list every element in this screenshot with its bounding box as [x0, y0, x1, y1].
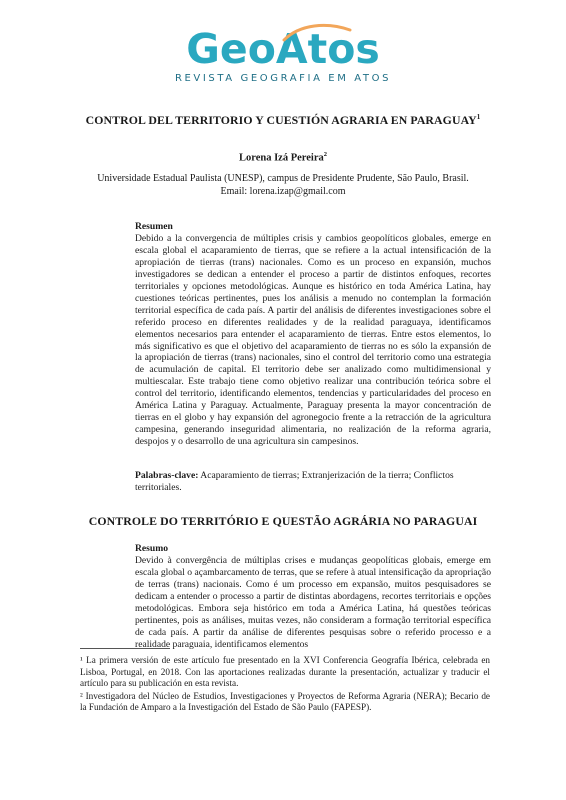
- logo-main-text: GeoAtos: [186, 25, 380, 73]
- abstract-spanish: [135, 221, 491, 448]
- abstract-heading: Resumen: [135, 221, 173, 232]
- author-email[interactable]: Email: lorena.izap@gmail.com: [220, 186, 346, 198]
- abstract-portuguese: [135, 543, 491, 651]
- author-footnote-ref[interactable]: 2: [323, 151, 327, 158]
- article-title-text: CONTROL DEL TERRITORIO Y CUESTIÓN AGRARIA EN PARAGUAY: [85, 112, 477, 127]
- author-name-text: Lorena Izá Pereira: [238, 152, 324, 164]
- footnote-1: ¹ La primera versión de este artículo fue presentado en la XVI Conferencia Geografía Ibérica, celebrada en Lisboa, Portugal, en 2018. Con las aportaciones realizadas durante la presentación, actualizar y traducir el artículo para su publicación en esta revista.: [80, 655, 490, 689]
- author-affiliation: [60, 172, 506, 199]
- footnotes: [80, 655, 490, 715]
- footnote-divider: [80, 648, 170, 649]
- logo-wordmark: [186, 26, 380, 72]
- abstract-body: Debido a la convergencia de múltiples crisis y cambios geopolíticos globales, emerge en escala global el acaparamiento de tierras, que se refiere a la actual intensificación de la apropiación de tierras (trans) nacionales. Como es un proceso en expansión, muchos investigadores se dedican a entender el proceso a partir de distintos enfoques, recortes territoriales y opciones metodológicas. Aunque es histórico en toda América Latina, hay cuestiones teóricas pertinentes, pues los análisis a menudo no contemplan la formación territorial específica de cada país. A partir del análisis de diferentes investigaciones sobre el referido proceso en diferentes realidades y de la realidad paraguaya, identificamos elementos necesarios para entender el acaparamiento de tierras. Entre estos elementos, lo más significativo es que el objetivo del acaparamiento de tierras no es sólo la expansión de la apropiación de tierras (trans) nacionales, sino el control del territorio como una estrategia de acumulación de capital. El territorio debe ser analizado como multidimensional y multiescalar. Este trabajo tiene como objetivo realizar una contribución teórica sobre el control del territorio, identificando elementos, tendencias y particularidades del proceso en América Latina y Paraguay. Actualmente, Paraguay presenta la mayor concentración de tierras en el globo y hay expansión del agronegocio frente a la retracción de la agricultura campesina, generando inseguridad alimentaria, no realización de la reforma agraria, despojos y o desarrollo de una agricultura sin campesinos.: [135, 232, 491, 448]
- portuguese-title: CONTROLE DO TERRITÓRIO E QUESTÃO AGRÁRIA NO PARAGUAI: [88, 514, 478, 528]
- affiliation-text: Universidade Estadual Paulista (UNESP), campus de Presidente Prudente, São Paulo, Brasil.: [97, 173, 469, 184]
- journal-logo: [0, 26, 566, 85]
- author-name: [0, 151, 566, 164]
- logo-subtitle: REVISTA GEOGRAFIA EM ATOS: [174, 73, 392, 84]
- resumo-heading: Resumo: [135, 543, 169, 554]
- article-title: [80, 110, 486, 128]
- keywords-text: Acaparamiento de tierras; Extranjerización de la tierra; Conflictos territoriales.: [135, 470, 454, 493]
- resumo-body: Devido à convergência de múltiplas crises e mudanças geopolíticas globais, emerge em escala global o açambarcamento de terras, que se refere à atual intensificação da apropriação de terras (trans) nacionais. Como é um processo em expansão, muitos pesquisadores se dedicam a entender o processo a partir de distintas abordagens, recortes territoriais e opções metodológicas. Embora seja histórico em toda a América Latina, há questões teóricas pertinentes, pois as análises, muitas vezes, não consideram a formação territorial específica de cada país. A partir da análise de diferentes pesquisas sobre o referido processo e a realidade paraguaia, identificamos elementos: [135, 554, 491, 650]
- title-footnote-ref[interactable]: 1: [476, 113, 481, 121]
- keywords-label: Palabras-clave:: [135, 470, 199, 481]
- footnote-2: ² Investigadora del Núcleo de Estudios, Investigaciones y Proyectos de Reforma Agraria (NERA); Becario de la Fundación de Amparo a la Investigación del Estado de São Paulo (FAPESP).: [80, 690, 490, 713]
- logo-swoosh-icon: [282, 22, 352, 44]
- keywords-block: [135, 470, 491, 494]
